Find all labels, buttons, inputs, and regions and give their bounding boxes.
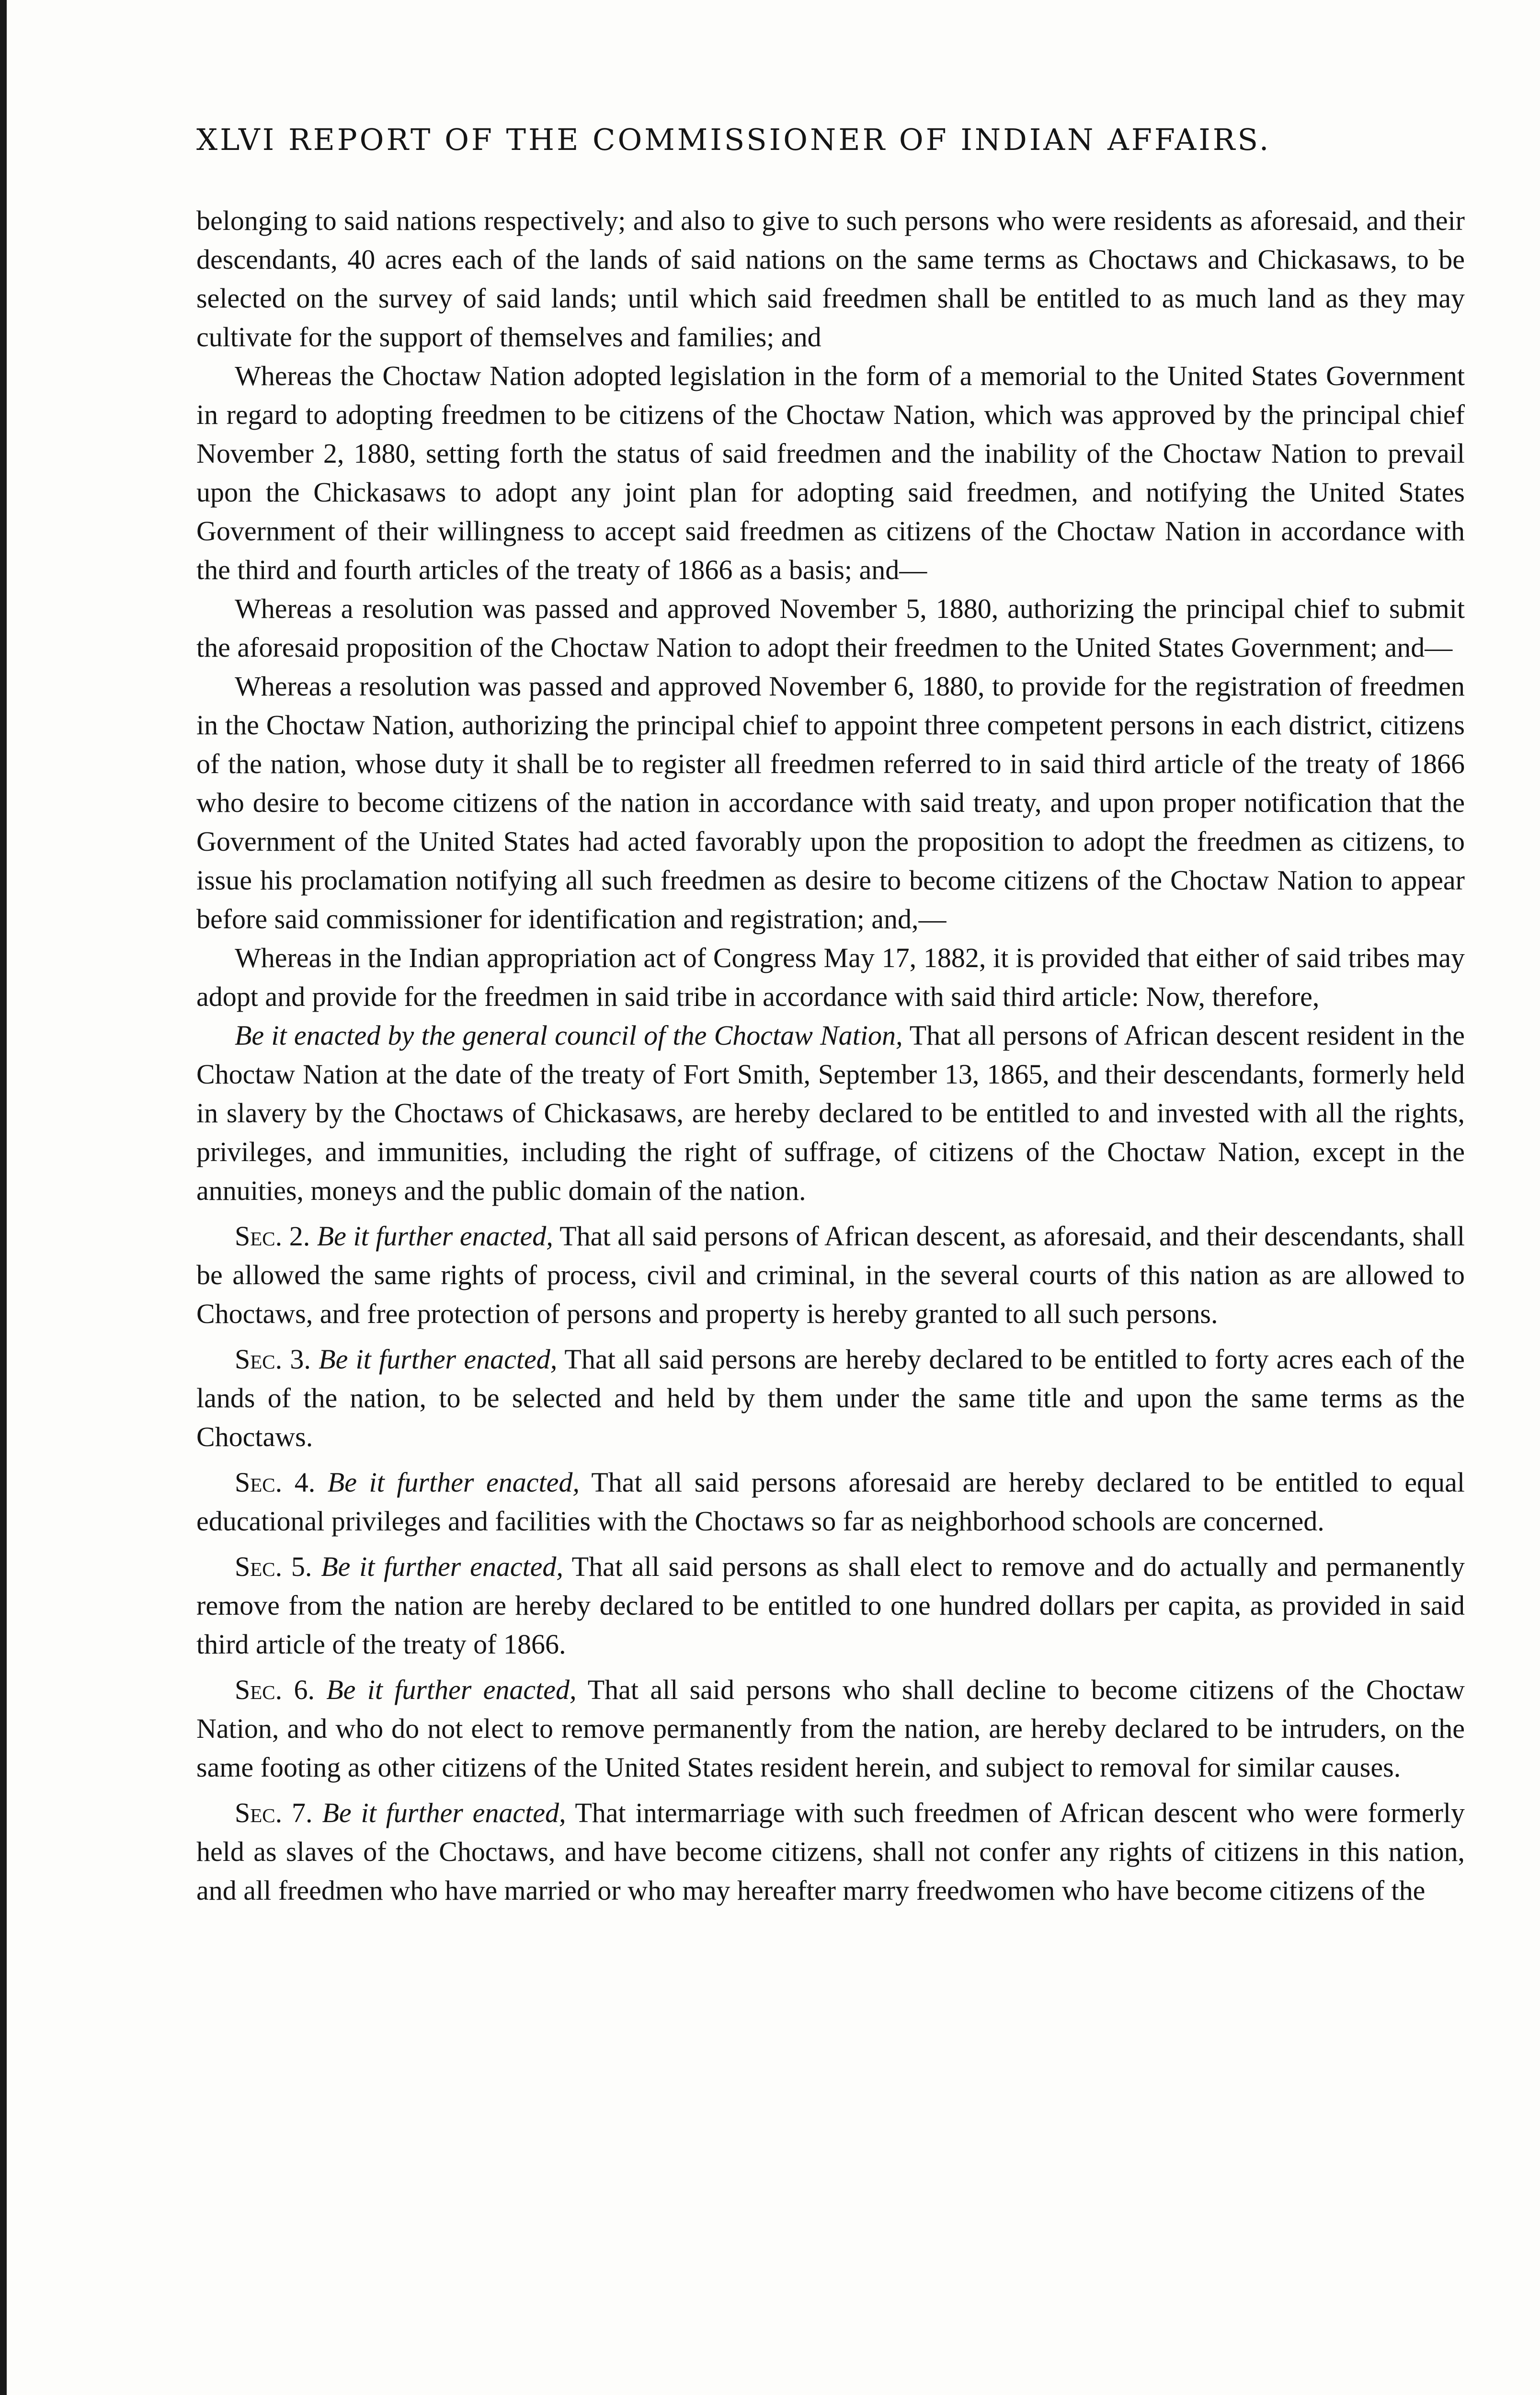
page-edge-shadow: [0, 0, 7, 2395]
section-phrase: Be it further enacted,: [326, 1674, 577, 1705]
section-text: That all said persons of African descent, as aforesaid, and their descendants, shall be allowed the same rights of process, civil and criminal, in the several courts of this nation as are allowed to Choctaws, and free protection of persons and property is hereby granted to all such persons.: [196, 1220, 1465, 1329]
enactment-text: That all persons of African descent resident in the Choctaw Nation at the date of the treaty of Fort Smith, September 13, 1865, and their descendants, formerly held in slavery by the Choctaws of Chickasaws, are hereby declared to be entitled to and invested with all the rights, privileges, and immunities, including the right of suffrage, of citizens of the Choctaw Nation, except in the annuities, moneys and the public domain of the nation.: [196, 1020, 1465, 1206]
section-7: [196, 1793, 1465, 1910]
paragraph-whereas-resolution-nov6: Whereas a resolution was passed and approved November 6, 1880, to provide for the registration of freedmen in the Choctaw Nation, authorizing the principal chief to appoint three competent persons in each district, citizens of the nation, whose duty it shall be to register all freedmen referred to in said third article of the treaty of 1866 who desire to become citizens of the nation in accordance with said treaty, and upon proper notification that the Government of the United States had acted favorably upon the proposition to adopt the freedmen as citizens, to issue his proclamation notifying all such freedmen as desire to become citizens of the Choctaw Nation to appear before said commissioner for identification and registration; and,—: [196, 671, 1465, 935]
section-label: Sec. 4.: [235, 1467, 316, 1498]
section-label: Sec. 2.: [235, 1220, 310, 1252]
section-text: That all said persons as shall elect to remove and do actually and permanently remove from the nation are hereby declared to be entitled to one hundred dollars per capita, as provided in said third article of the treaty of 1866.: [196, 1551, 1465, 1660]
section-text: That intermarriage with such freedmen of African descent who were formerly held as slaves of the Choctaws, and have become citizens, shall not confer any rights of citizens in this nation, and all freedmen who have married or who may hereafter marry freedwomen who have become citizens of the: [196, 1797, 1465, 1906]
section-phrase: Be it further enacted,: [321, 1551, 563, 1582]
section-phrase: Be it further enacted,: [319, 1344, 558, 1375]
section-5: [196, 1547, 1465, 1664]
body-text: [196, 201, 1465, 1910]
running-head: [196, 122, 1351, 157]
section-phrase: Be it further enacted,: [327, 1467, 580, 1498]
section-text: That all said persons who shall decline to become citizens of the Choctaw Nation, and who do not elect to remove permanently from the nation, are hereby declared to be intruders, on the same footing as other citizens of the United States resident herein, and subject to removal for similar causes.: [196, 1674, 1465, 1783]
section-phrase: Be it further enacted,: [317, 1220, 553, 1252]
paragraph-whereas-memorial: Whereas the Choctaw Nation adopted legislation in the form of a memorial to the United States Government in regard to adopting freedmen to be citizens of the Choctaw Nation, which was approved by the principal chief November 2, 1880, setting forth the status of said freedmen and the inability of the Choctaw Nation to prevail upon the Chickasaws to adopt any joint plan for adopting said freedmen, and notifying the United States Government of their willingness to accept said freedmen as citizens of the Choctaw Nation in accordance with the third and fourth articles of the treaty of 1866 as a basis; and—: [196, 360, 1465, 585]
enactment-lead: Be it enacted by the general council of the Choctaw Nation,: [235, 1020, 903, 1051]
section-label: Sec. 5.: [235, 1551, 312, 1582]
section-3: [196, 1340, 1465, 1456]
section-2: [196, 1217, 1465, 1333]
paragraph-continuation: belonging to said nations respectively; and also to give to such persons who were residents as aforesaid, and their descendants, 40 acres each of the lands of said nations on the same terms as Choctaws and Chickasaws, to be selected on the survey of said lands; until which said freedmen shall be entitled to as much land as they may cultivate for the support of themselves and families; and: [196, 205, 1465, 353]
page-number: XLVI: [196, 122, 277, 157]
page-header-title: REPORT OF THE COMMISSIONER OF INDIAN AFFAIRS.: [288, 122, 1271, 157]
section-label: Sec. 6.: [235, 1674, 315, 1705]
paragraph-whereas-appropriation: Whereas in the Indian appropriation act of Congress May 17, 1882, it is provided that either of said tribes may adopt and provide for the freedmen in said tribe in accordance with said third article: Now, therefore,: [196, 942, 1465, 1012]
section-label: Sec. 7.: [235, 1797, 313, 1828]
section-6: [196, 1670, 1465, 1787]
section-label: Sec. 3.: [235, 1344, 311, 1375]
enactment-clause: [196, 1016, 1465, 1210]
section-phrase: Be it further enacted,: [322, 1797, 566, 1828]
section-text: That all said persons are hereby declared to be entitled to forty acres each of the lands of the nation, to be selected and held by them under the same title and upon the same terms as the Choctaws.: [196, 1344, 1465, 1452]
section-text: That all said persons aforesaid are hereby declared to be entitled to equal educational privileges and facilities with the Choctaws so far as neighborhood schools are concerned.: [196, 1467, 1465, 1537]
section-4: [196, 1463, 1465, 1540]
paragraph-whereas-resolution-nov5: Whereas a resolution was passed and approved November 5, 1880, authorizing the principal chief to submit the aforesaid proposition of the Choctaw Nation to adopt their freedmen to the United States Government; and—: [196, 593, 1465, 663]
